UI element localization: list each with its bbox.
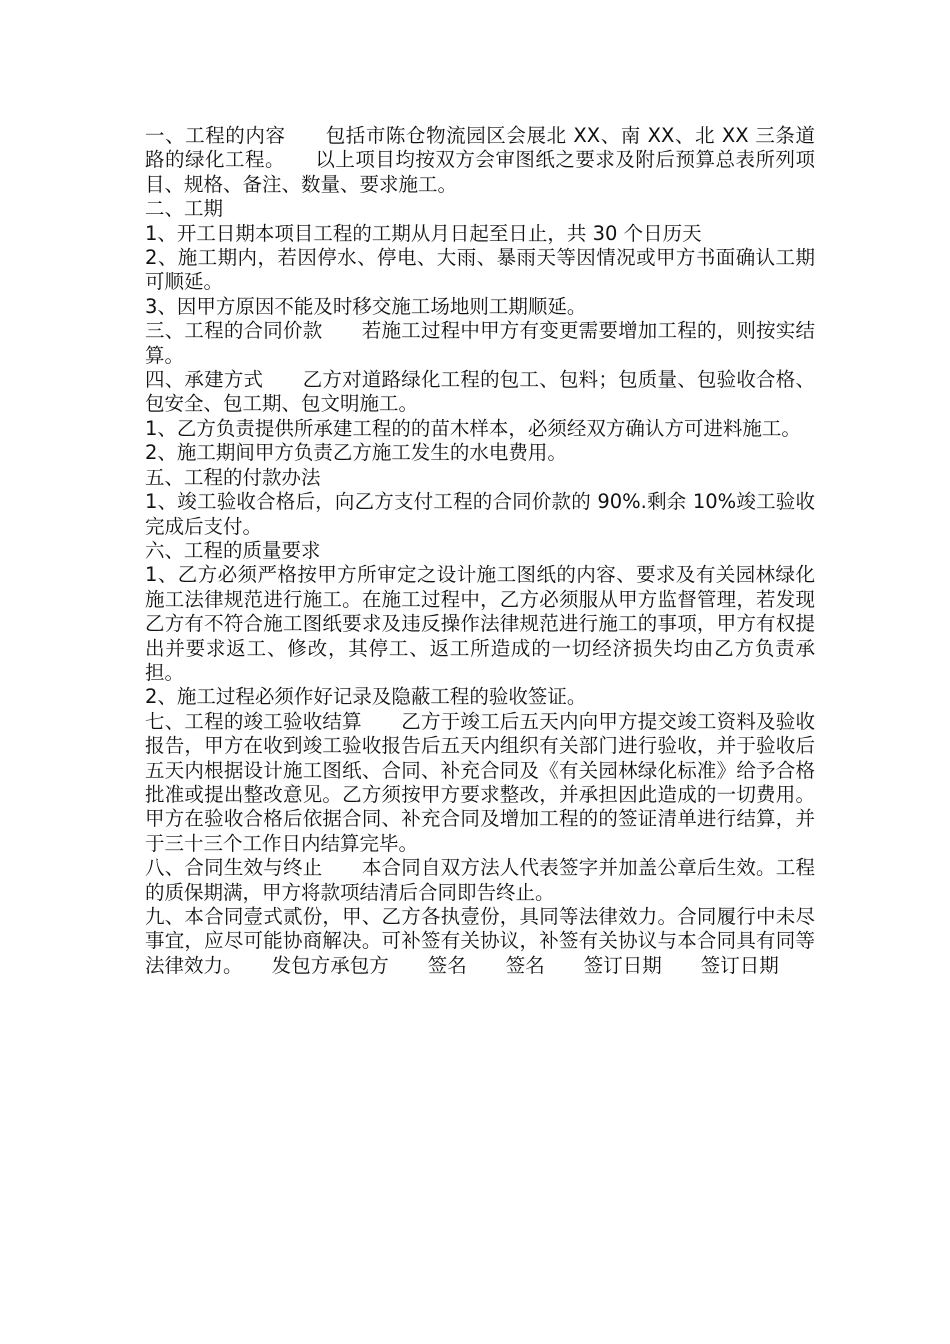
clause-4-method: 四、承建方式 乙方对道路绿化工程的包工、包料；包质量、包验收合格、包安全、包工期、包文明施工。 — [145, 368, 815, 416]
clause-6-item-2: 2、施工过程必须作好记录及隐蔽工程的验收签证。 — [145, 685, 587, 709]
clause-8-effect: 八、合同生效与终止 本合同自双方法人代表签字并加盖公章后生效。工程的质保期满，甲方将款项结清后合同即告终止。 — [145, 856, 815, 904]
document-page — [145, 124, 815, 978]
clause-7-acceptance: 七、工程的竣工验收结算 乙方于竣工后五天内向甲方提交竣工资料及验收报告，甲方在收到竣工验收报告后五天内组织有关部门进行验收，并于验收后五天内根据设计施工图纸、合同、补充合同及《有关园林绿化标准》给予合格批准或提出整改意见。乙方须按甲方要求整改，并承担因此造成的一切费用。甲方在验收合格后依据合同、补充合同及增加工程的的签证清单进行结算，并于三十三个工作日内结算完毕。 — [145, 709, 815, 855]
clause-3-price: 三、工程的合同价款 若施工过程中甲方有变更需要增加工程的，则按实结算。 — [145, 319, 815, 367]
clause-1-scope: 一、工程的内容 包括市陈仓物流园区会展北 XX、南 XX、北 XX 三条道路的绿化工程。 以上项目均按双方会审图纸之要求及附后预算总表所列项目、规格、备注、数量、要求施工。 — [145, 124, 815, 196]
clause-9-copies-signatures: 九、本合同壹式贰份，甲、乙方各执壹份，具同等法律效力。合同履行中未尽事宜，应尽可能协商解决。可补签有关协议，补签有关协议与本合同具有同等法律效力。 发包方承包方 签名 签名 签订日期 签订日期 — [145, 905, 815, 977]
clause-2-item-1: 1、开工日期本项目工程的工期从月日起至日止，共 30 个日历天 — [145, 221, 702, 245]
clause-4-item-1: 1、乙方负责提供所承建工程的的苗木样本，必须经双方确认方可进料施工。 — [145, 416, 801, 440]
clause-2-item-3: 3、因甲方原因不能及时移交施工场地则工期顺延。 — [145, 294, 587, 318]
clause-5-heading: 五、工程的付款办法 — [145, 465, 321, 489]
clause-6-item-1: 1、乙方必须严格按甲方所审定之设计施工图纸的内容、要求及有关园林绿化施工法律规范进行施工。在施工过程中，乙方必须服从甲方监督管理，若发现乙方有不符合施工图纸要求及违反操作法律规范进行施工的事项，甲方有权提出并要求返工、修改，其停工、返工所造成的一切经济损失均由乙方负责承担。 — [145, 563, 815, 684]
clause-6-heading: 六、工程的质量要求 — [145, 538, 321, 562]
clause-2-item-2: 2、施工期内，若因停水、停电、大雨、暴雨天等因情况或甲方书面确认工期可顺延。 — [145, 246, 815, 294]
clause-5-item-1: 1、竣工验收合格后，向乙方支付工程的合同价款的 90%.剩余 10%竣工验收完成后支付。 — [145, 490, 815, 538]
clause-2-heading: 二、工期 — [145, 197, 224, 221]
clause-4-item-2: 2、施工期间甲方负责乙方施工发生的水电费用。 — [145, 441, 567, 465]
